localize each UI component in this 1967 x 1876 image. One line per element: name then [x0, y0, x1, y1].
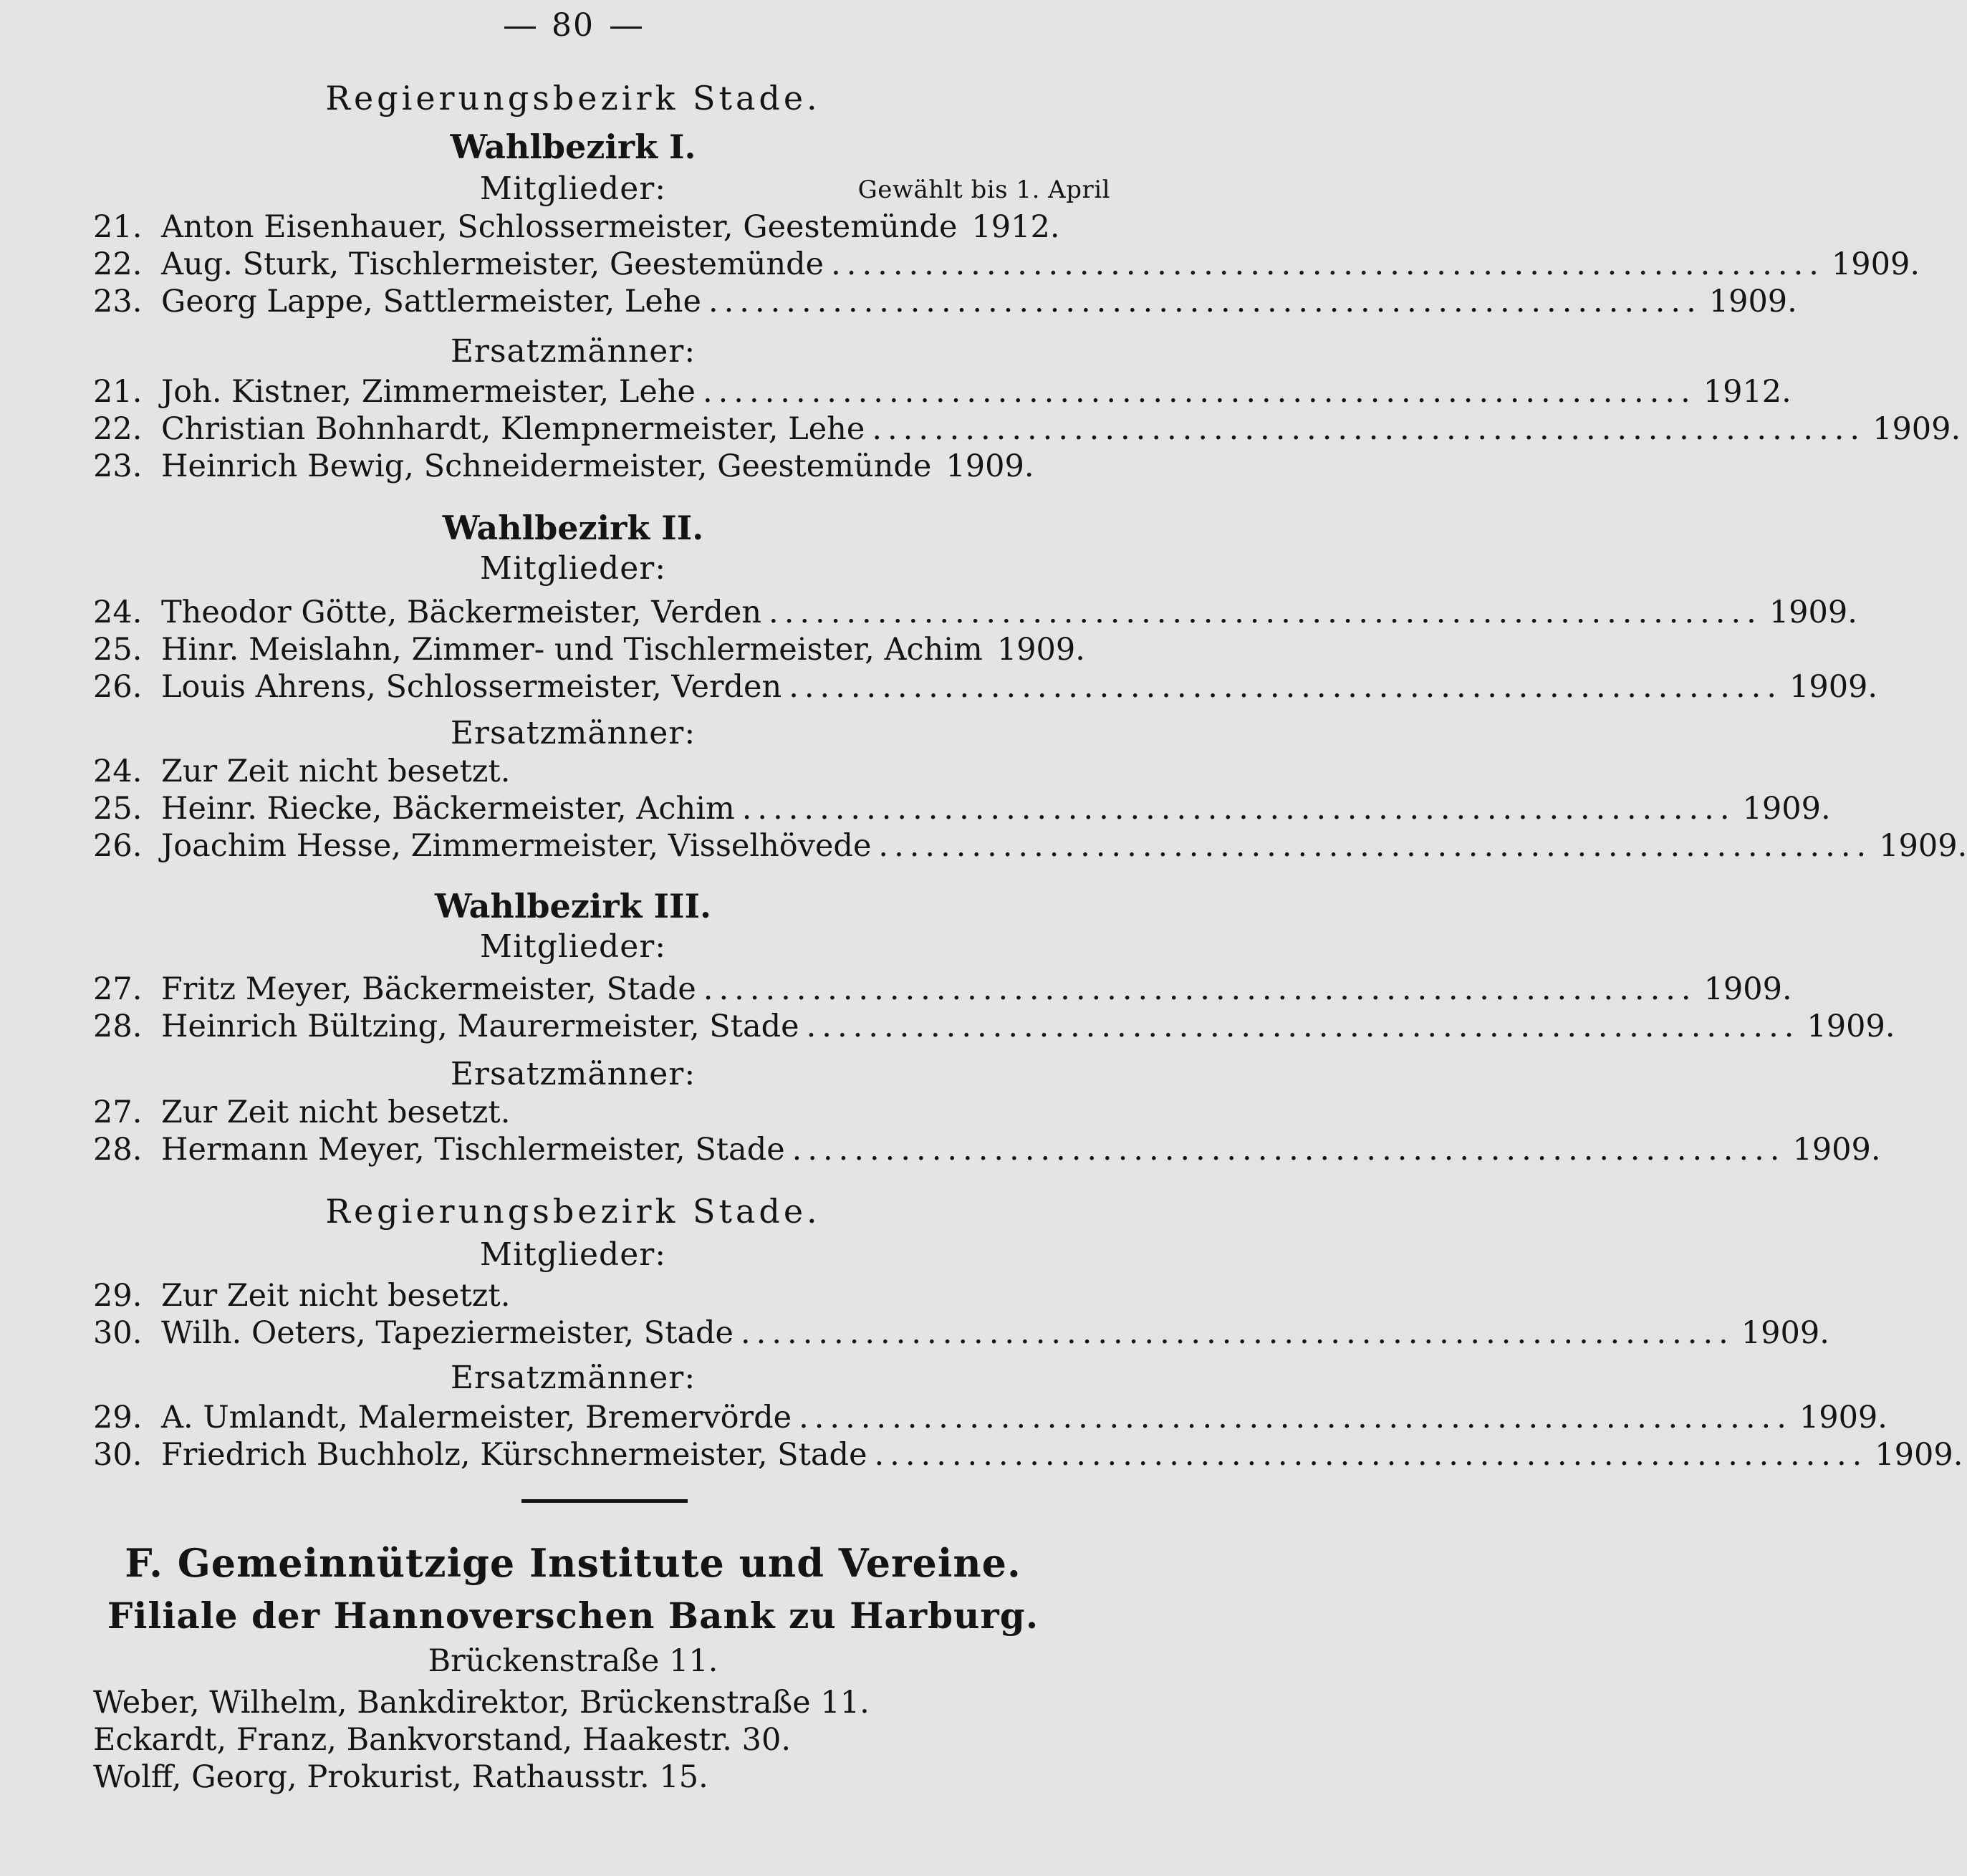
list-item: Eckardt, Franz, Bankvorstand, Haakestr. 30. — [93, 1722, 792, 1758]
leader-dots: ................................................................ — [703, 971, 1697, 1007]
leader-dots: ................................................................ — [708, 284, 1702, 319]
leader-dots: ................................................................ — [878, 828, 1872, 864]
list-item: 24. Zur Zeit nicht besetzt. — [93, 754, 511, 789]
list-item: 27. Zur Zeit nicht besetzt. — [93, 1095, 511, 1130]
leader-dots: ................................................................ — [741, 791, 1736, 827]
section-divider — [521, 1499, 688, 1503]
leader-dots: ................................................................ — [789, 669, 1782, 705]
leader-dots: ................................................................ — [741, 1315, 1734, 1351]
list-item: 25. Heinr. Riecke, Bäckermeister, Achim ................................................................ 1909. — [93, 791, 1831, 827]
list-item: 26. Joachim Hesse, Zimmermeister, Visselhövede ................................................................ 1909. — [93, 828, 1967, 864]
dash-right — [610, 27, 642, 29]
members-label: Mitglieder: — [479, 1236, 667, 1273]
wahlbezirk-heading: Wahlbezirk III. — [434, 887, 712, 925]
substitutes-label: Ersatzmänner: — [450, 715, 696, 751]
list-item: 23. Georg Lappe, Sattlermeister, Lehe ................................................................ 1909. — [93, 284, 1797, 319]
list-item: 22. Christian Bohnhardt, Klempnermeister, Lehe ................................................................ 1909. — [93, 411, 1961, 447]
list-item: 26. Louis Ahrens, Schlossermeister, Verden ................................................................ 1909. — [93, 669, 1878, 705]
leader-dots: ................................................................ — [806, 1009, 1800, 1044]
members-label: Mitglieder: — [479, 170, 667, 207]
list-item: Weber, Wilhelm, Bankdirektor, Brückenstraße 11. — [93, 1685, 870, 1721]
bank-title: Filiale der Hannoverschen Bank zu Harburg. — [107, 1594, 1039, 1637]
dash-left — [504, 27, 536, 29]
members-label: Mitglieder: — [479, 550, 667, 587]
list-item: 30. Friedrich Buchholz, Kürschnermeister, Stade ................................................................ 1909. — [93, 1437, 1963, 1473]
list-item: Wolff, Georg, Prokurist, Rathausstr. 15. — [93, 1759, 708, 1795]
members-label: Mitglieder: — [479, 928, 667, 965]
region-heading: Regierungsbezirk Stade. — [325, 1192, 821, 1231]
substitutes-label: Ersatzmänner: — [450, 1056, 696, 1092]
list-item: 29. Zur Zeit nicht besetzt. — [93, 1278, 511, 1314]
list-item: 28. Hermann Meyer, Tischlermeister, Stade ................................................................ 1909. — [93, 1132, 1881, 1168]
leader-dots: ................................................................ — [872, 411, 1866, 447]
list-item: 23. Heinrich Bewig, Schneidermeister, Geestemünde 1909. — [93, 448, 1034, 484]
list-item: 30. Wilh. Oeters, Tapeziermeister, Stade ................................................................ 1909. — [93, 1315, 1829, 1351]
list-item: 24. Theodor Götte, Bäckermeister, Verden ................................................................ 1909. — [93, 595, 1857, 630]
region-heading: Regierungsbezirk Stade. — [325, 79, 821, 117]
list-item: 25. Hinr. Meislahn, Zimmer- und Tischlermeister, Achim 1909. — [93, 632, 1085, 668]
list-item: 29. A. Umlandt, Malermeister, Bremervörde ................................................................ 1909. — [93, 1400, 1887, 1435]
substitutes-label: Ersatzmänner: — [450, 333, 696, 370]
list-item: 27. Fritz Meyer, Bäckermeister, Stade ................................................................ 1909. — [93, 971, 1792, 1007]
leader-dots: ................................................................ — [831, 246, 1824, 282]
leader-dots: ................................................................ — [799, 1400, 1792, 1435]
leader-dots: ................................................................ — [769, 595, 1762, 630]
list-item: 28. Heinrich Bültzing, Maurermeister, Stade ................................................................ 1909. — [93, 1009, 1895, 1044]
leader-dots: ................................................................ — [874, 1437, 1868, 1473]
leader-dots: ................................................................ — [792, 1132, 1786, 1168]
section-title: F. Gemeinnützige Institute und Vereine. — [125, 1540, 1021, 1586]
bank-address: Brückenstraße 11. — [428, 1643, 718, 1679]
list-item: 21. Joh. Kistner, Zimmermeister, Lehe ................................................................ 1912. — [93, 374, 1792, 410]
page-number: 80 — [0, 7, 1146, 44]
wahlbezirk-heading: Wahlbezirk I. — [450, 128, 696, 166]
list-item: 21. Anton Eisenhauer, Schlossermeister, Geestemünde 1912. — [93, 209, 1060, 245]
wahlbezirk-heading: Wahlbezirk II. — [442, 509, 704, 547]
leader-dots: ................................................................ — [702, 374, 1696, 410]
elected-note: Gewählt bis 1. April — [857, 175, 1110, 204]
substitutes-label: Ersatzmänner: — [450, 1360, 696, 1396]
list-item: 22. Aug. Sturk, Tischlermeister, Geestemünde ................................................................ 1909. — [93, 246, 1920, 282]
